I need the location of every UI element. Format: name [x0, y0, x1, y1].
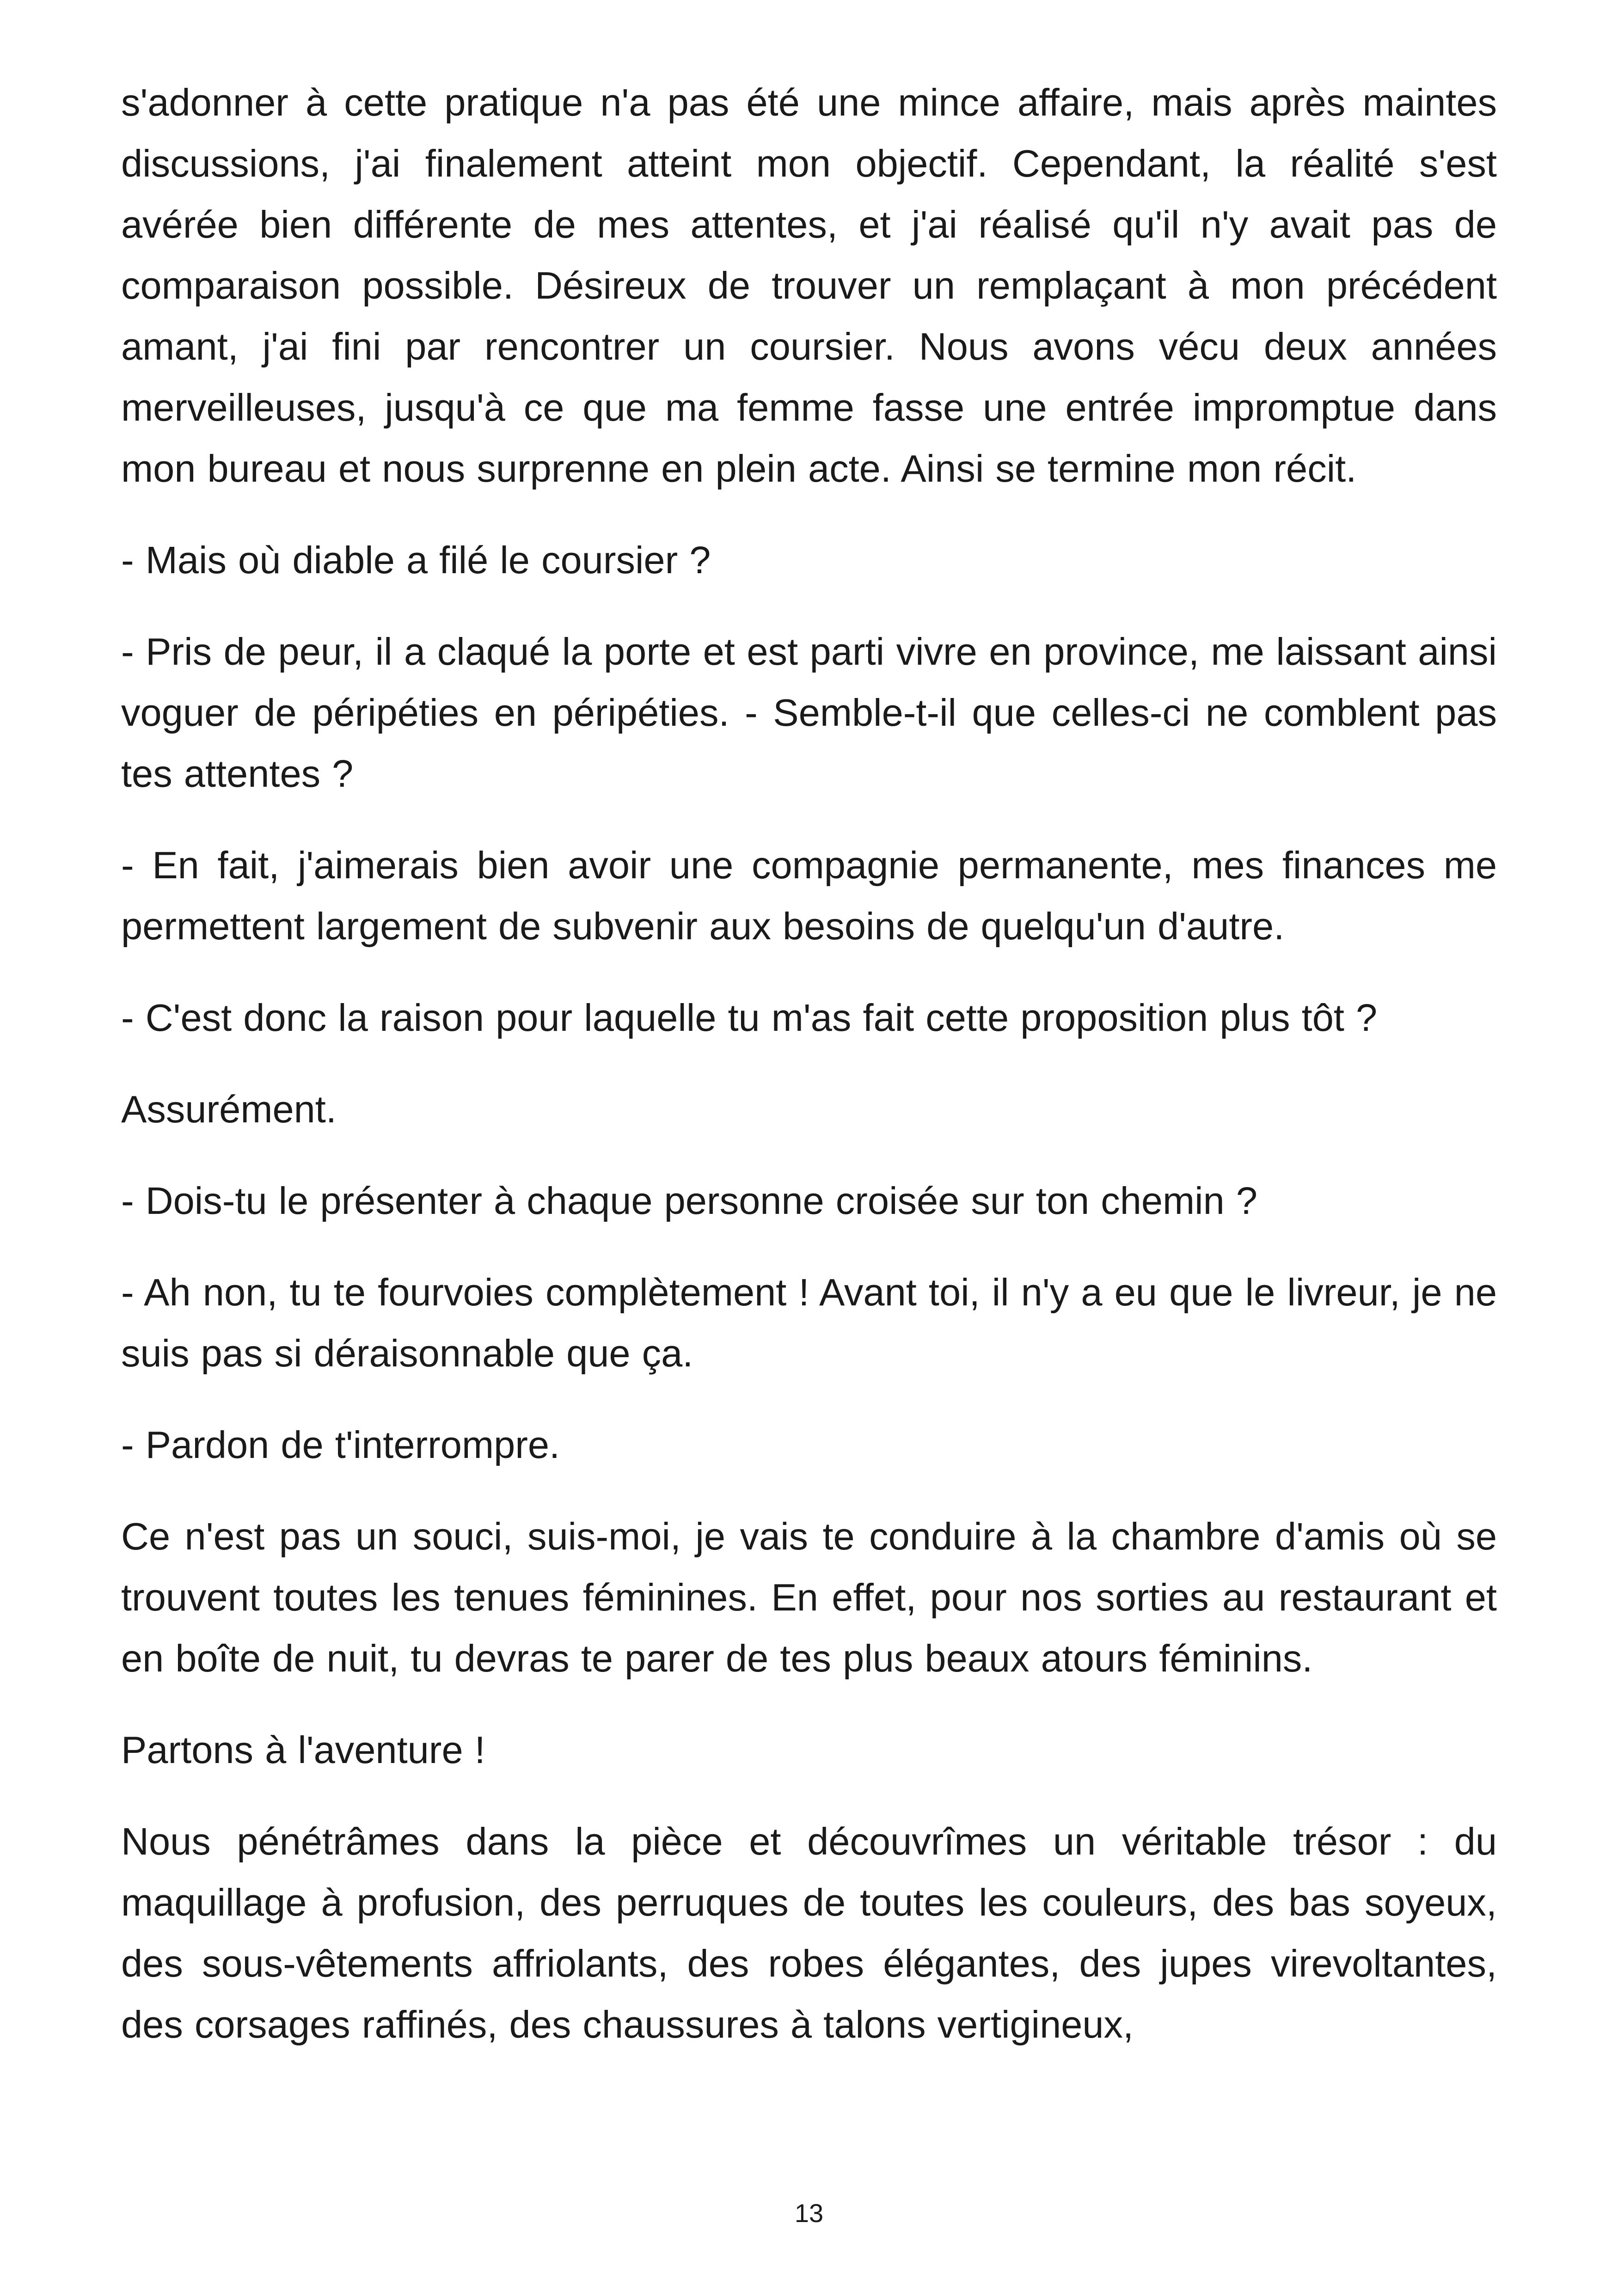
paragraph-2: - Mais où diable a filé le coursier ?	[121, 539, 711, 582]
paragraph-4: - En fait, j'aimerais bien avoir une compagnie permanente, mes finances me permettent largement de subvenir aux besoins de quelqu'un d'autre.	[121, 844, 1497, 948]
paragraph-5: - C'est donc la raison pour laquelle tu m'as fait cette proposition plus tôt ?	[121, 996, 1378, 1039]
paragraph-7: - Dois-tu le présenter à chaque personne croisée sur ton chemin ?	[121, 1179, 1257, 1222]
body-text	[121, 72, 1497, 2086]
paragraph-11: Partons à l'aventure !	[121, 1728, 485, 1771]
page-number: 13	[794, 2198, 824, 2228]
paragraph-6: Assurément.	[121, 1088, 337, 1131]
paragraph-1: s'adonner à cette pratique n'a pas été une mince affaire, mais après maintes discussions, j'ai finalement atteint mon objectif. Cependant, la réalité s'est avérée bien différente de mes attentes, et j'ai réalisé qu'il n'y avait pas de comparaison possible. Désireux de trouver un remplaçant à mon précédent amant, j'ai fini par rencontrer un coursier. Nous avons vécu deux années merveilleuses, jusqu'à ce que ma femme fasse une entrée impromptue dans mon bureau et nous surprenne en plein acte. Ainsi se termine mon récit.	[121, 81, 1497, 490]
paragraph-9: - Pardon de t'interrompre.	[121, 1423, 560, 1466]
paragraph-3: - Pris de peur, il a claqué la porte et est parti vivre en province, me laissant ainsi voguer de péripéties en péripéties. - Semble-t-il que celles-ci ne comblent pas tes attentes ?	[121, 630, 1497, 795]
paragraph-8: - Ah non, tu te fourvoies complètement ! Avant toi, il n'y a eu que le livreur, je ne suis pas si déraisonnable que ça.	[121, 1271, 1497, 1375]
paragraph-10: Ce n'est pas un souci, suis-moi, je vais te conduire à la chambre d'amis où se trouvent toutes les tenues féminines. En effet, pour nos sorties au restaurant et en boîte de nuit, tu devras te parer de tes plus beaux atours féminins.	[121, 1515, 1497, 1680]
paragraph-12: Nous pénétrâmes dans la pièce et découvrîmes un véritable trésor : du maquillage à profusion, des perruques de toutes les couleurs, des bas soyeux, des sous-vêtements affriolants, des robes élégantes, des jupes virevoltantes, des corsages raffinés, des chaussures à talons vertigineux,	[121, 1820, 1497, 2046]
